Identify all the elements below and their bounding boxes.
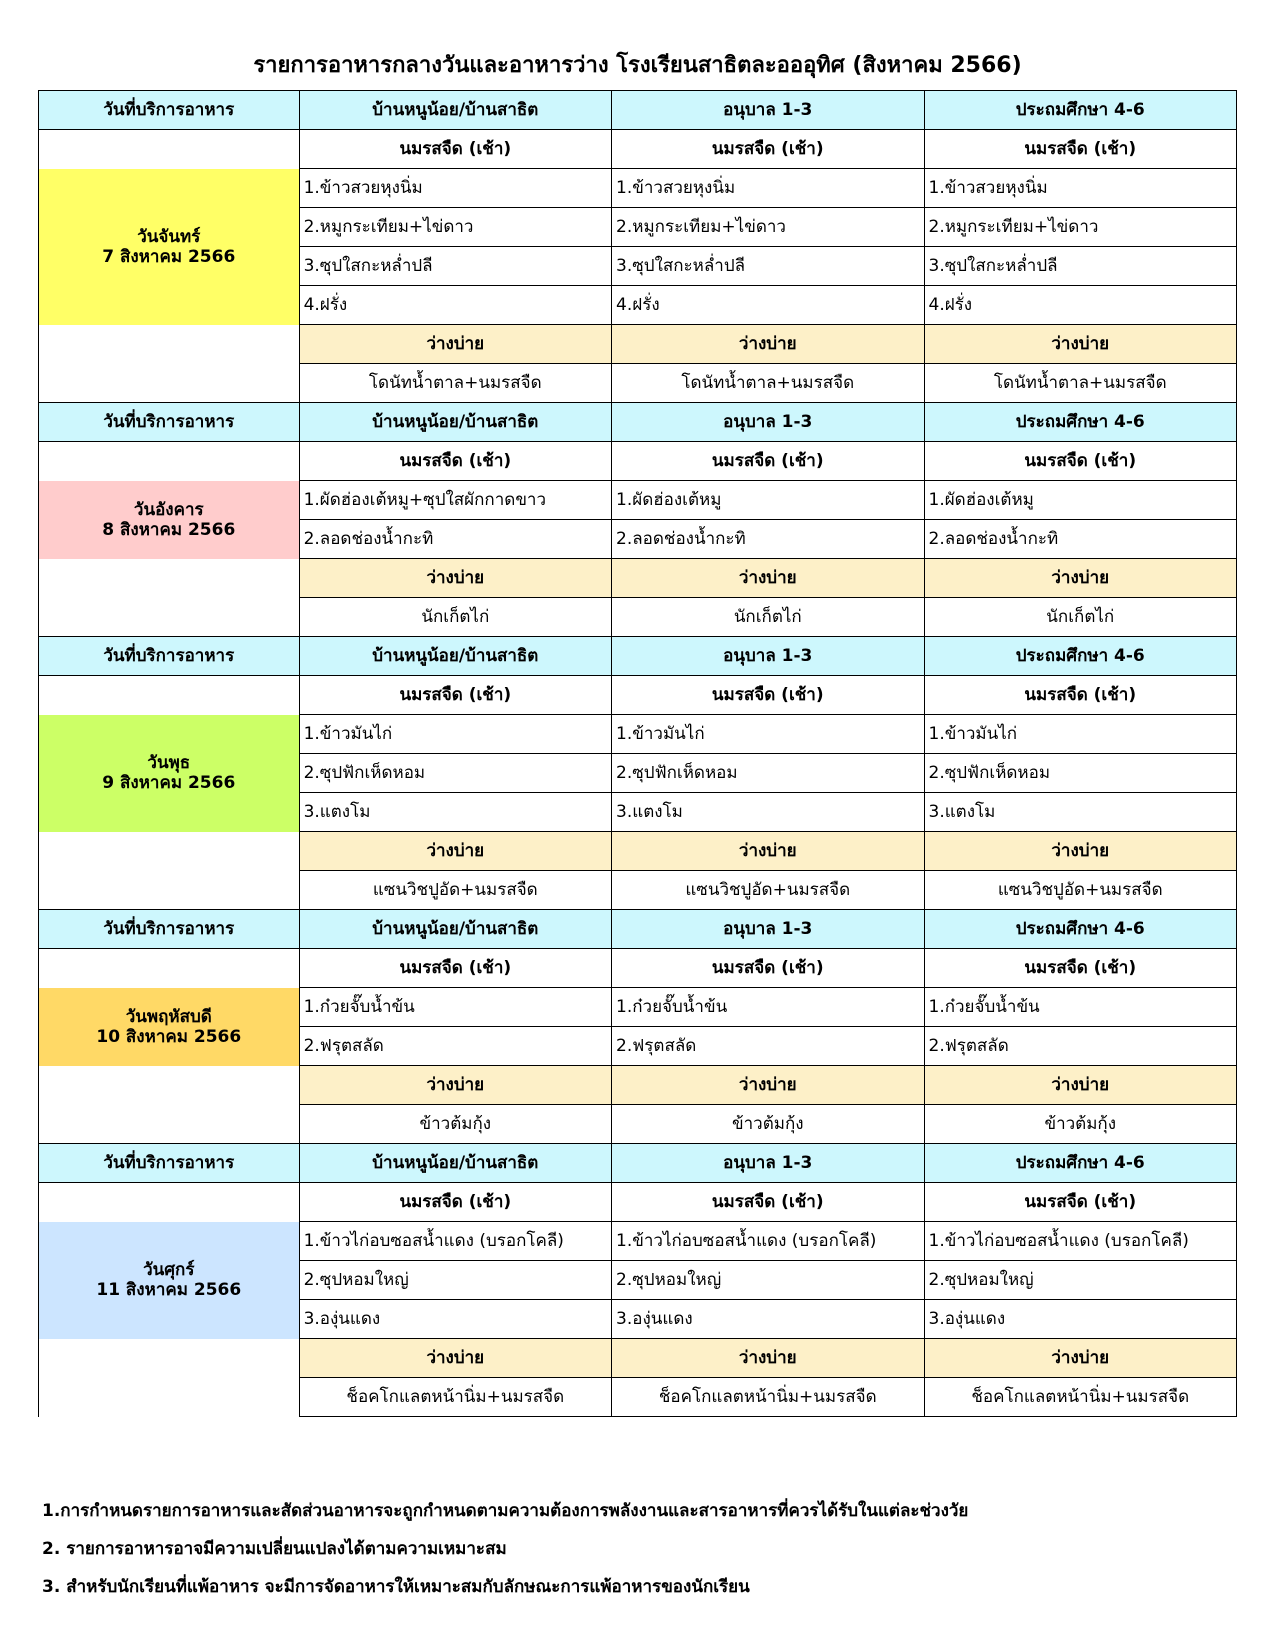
milk-label: นมรสจืด (เช้า) bbox=[612, 130, 924, 169]
snack-item: นักเก็ตไก่ bbox=[612, 598, 924, 637]
milk-row bbox=[39, 130, 1237, 169]
snack-row bbox=[39, 1378, 1237, 1417]
lunch-item: 4.ฝรั่ง bbox=[612, 286, 924, 325]
day-name: วันจันทร์ bbox=[137, 226, 201, 247]
lunch-item: 2.ซุปฟักเห็ดหอม bbox=[299, 754, 611, 793]
snack-label: ว่างบ่าย bbox=[299, 832, 611, 871]
lunch-item: 2.ซุปหอมใหญ่ bbox=[612, 1261, 924, 1300]
day-header-row bbox=[39, 91, 1237, 130]
snack-label: ว่างบ่าย bbox=[612, 1066, 924, 1105]
header-anuban: อนุบาล 1-3 bbox=[612, 403, 924, 442]
day-header-row bbox=[39, 910, 1237, 949]
lunch-item: 2.ซุปฟักเห็ดหอม bbox=[924, 754, 1237, 793]
day-name: วันอังคาร bbox=[133, 499, 204, 520]
header-date: วันที่บริการอาหาร bbox=[39, 910, 300, 949]
lunch-item: 4.ฝรั่ง bbox=[299, 286, 611, 325]
snack-row bbox=[39, 871, 1237, 910]
snack-label: ว่างบ่าย bbox=[612, 1339, 924, 1378]
snack-item: ช็อคโกแลตหน้านิ่ม+นมรสจืด bbox=[612, 1378, 924, 1417]
day-date: 10 สิงหาคม 2566 bbox=[96, 1026, 242, 1047]
lunch-item: 1.ข้าวมันไก่ bbox=[612, 715, 924, 754]
note-3: 3. สำหรับนักเรียนที่แพ้อาหาร จะมีการจัดอาหารให้เหมาะสมกับลักษณะการแพ้อาหารของนักเรียน bbox=[42, 1577, 750, 1597]
lunch-item: 3.องุ่นแดง bbox=[612, 1300, 924, 1339]
header-prathom: ประถมศึกษา 4-6 bbox=[924, 1144, 1237, 1183]
day-cell-blank bbox=[39, 598, 300, 637]
lunch-item: 1.ข้าวสวยหุงนิ่ม bbox=[299, 169, 611, 208]
header-baan-nunoi: บ้านหนูน้อย/บ้านสาธิต bbox=[299, 1144, 611, 1183]
snack-item: ข้าวต้มกุ้ง bbox=[924, 1105, 1237, 1144]
notes bbox=[42, 1500, 1242, 1614]
day-cell-blank bbox=[39, 1105, 300, 1144]
lunch-item: 2.หมูกระเทียม+ไข่ดาว bbox=[612, 208, 924, 247]
milk-row bbox=[39, 1183, 1237, 1222]
snack-label: ว่างบ่าย bbox=[299, 1339, 611, 1378]
milk-label: นมรสจืด (เช้า) bbox=[924, 1183, 1237, 1222]
day-label bbox=[39, 1222, 300, 1339]
milk-row bbox=[39, 676, 1237, 715]
snack-item: โดนัทน้ำตาล+นมรสจืด bbox=[924, 364, 1237, 403]
snack-label-row bbox=[39, 1339, 1237, 1378]
day-date: 11 สิงหาคม 2566 bbox=[96, 1280, 242, 1300]
lunch-item: 2.หมูกระเทียม+ไข่ดาว bbox=[299, 208, 611, 247]
snack-row bbox=[39, 598, 1237, 637]
lunch-item: 3.องุ่นแดง bbox=[924, 1300, 1237, 1339]
milk-label: นมรสจืด (เช้า) bbox=[612, 676, 924, 715]
lunch-row bbox=[39, 1222, 1237, 1261]
lunch-item: 2.ซุปหอมใหญ่ bbox=[924, 1261, 1237, 1300]
day-cell-blank bbox=[39, 1183, 300, 1222]
snack-label: ว่างบ่าย bbox=[924, 1339, 1237, 1378]
lunch-item: 2.ลอดช่องน้ำกะทิ bbox=[924, 520, 1237, 559]
lunch-item: 2.ลอดช่องน้ำกะทิ bbox=[299, 520, 611, 559]
snack-label: ว่างบ่าย bbox=[612, 832, 924, 871]
day-cell-blank bbox=[39, 364, 300, 403]
day-name: วันศุกร์ bbox=[143, 1260, 195, 1280]
day-cell-blank bbox=[39, 325, 300, 364]
day-cell-blank bbox=[39, 130, 300, 169]
day-header-row bbox=[39, 1144, 1237, 1183]
lunch-item: 2.ซุปหอมใหญ่ bbox=[299, 1261, 611, 1300]
day-cell-blank bbox=[39, 832, 300, 871]
lunch-item: 1.ข้าวสวยหุงนิ่ม bbox=[924, 169, 1237, 208]
lunch-item: 3.องุ่นแดง bbox=[299, 1300, 611, 1339]
lunch-item: 3.ซุปใสกะหล่ำปลี bbox=[924, 247, 1237, 286]
snack-label: ว่างบ่าย bbox=[299, 1066, 611, 1105]
day-name: วันพุธ bbox=[147, 753, 191, 773]
snack-item: โดนัทน้ำตาล+นมรสจืด bbox=[612, 364, 924, 403]
lunch-item: 1.ข้าวสวยหุงนิ่ม bbox=[612, 169, 924, 208]
header-date: วันที่บริการอาหาร bbox=[39, 403, 300, 442]
lunch-item: 2.หมูกระเทียม+ไข่ดาว bbox=[924, 208, 1237, 247]
day-date: 8 สิงหาคม 2566 bbox=[102, 519, 236, 540]
lunch-row bbox=[39, 169, 1237, 208]
header-baan-nunoi: บ้านหนูน้อย/บ้านสาธิต bbox=[299, 91, 611, 130]
lunch-item: 1.ข้าวไก่อบซอสน้ำแดง (บรอกโคลี) bbox=[299, 1222, 611, 1261]
day-cell-blank bbox=[39, 1339, 300, 1378]
header-prathom: ประถมศึกษา 4-6 bbox=[924, 637, 1237, 676]
lunch-item: 4.ฝรั่ง bbox=[924, 286, 1237, 325]
milk-label: นมรสจืด (เช้า) bbox=[299, 442, 611, 481]
header-date: วันที่บริการอาหาร bbox=[39, 1144, 300, 1183]
snack-item: ข้าวต้มกุ้ง bbox=[299, 1105, 611, 1144]
milk-label: นมรสจืด (เช้า) bbox=[612, 442, 924, 481]
lunch-item: 1.ข้าวไก่อบซอสน้ำแดง (บรอกโคลี) bbox=[924, 1222, 1237, 1261]
lunch-item: 3.แตงโม bbox=[612, 793, 924, 832]
snack-label: ว่างบ่าย bbox=[612, 325, 924, 364]
lunch-item: 3.ซุปใสกะหล่ำปลี bbox=[612, 247, 924, 286]
lunch-item: 1.ข้าวไก่อบซอสน้ำแดง (บรอกโคลี) bbox=[612, 1222, 924, 1261]
lunch-item: 2.ซุปฟักเห็ดหอม bbox=[612, 754, 924, 793]
snack-item: ช็อคโกแลตหน้านิ่ม+นมรสจืด bbox=[924, 1378, 1237, 1417]
day-name: วันพฤหัสบดี bbox=[125, 1006, 212, 1027]
day-label bbox=[39, 481, 300, 559]
header-date: วันที่บริการอาหาร bbox=[39, 637, 300, 676]
day-cell-blank bbox=[39, 559, 300, 598]
note-1: 1.การกำหนดรายการอาหารและสัดส่วนอาหารจะถูกกำหนดตามความต้องการพลังงานและสารอาหารที่ควรได้รับในแต่ละช่วงวัย bbox=[42, 1501, 969, 1521]
snack-item: ข้าวต้มกุ้ง bbox=[612, 1105, 924, 1144]
milk-row bbox=[39, 949, 1237, 988]
lunch-item: 3.ซุปใสกะหล่ำปลี bbox=[299, 247, 611, 286]
day-header-row bbox=[39, 637, 1237, 676]
snack-item: ช็อคโกแลตหน้านิ่ม+นมรสจืด bbox=[299, 1378, 611, 1417]
lunch-item: 2.ฟรุตสลัด bbox=[612, 1027, 924, 1066]
lunch-row bbox=[39, 481, 1237, 520]
header-baan-nunoi: บ้านหนูน้อย/บ้านสาธิต bbox=[299, 910, 611, 949]
lunch-item: 2.ลอดช่องน้ำกะทิ bbox=[612, 520, 924, 559]
milk-row bbox=[39, 442, 1237, 481]
header-baan-nunoi: บ้านหนูน้อย/บ้านสาธิต bbox=[299, 403, 611, 442]
lunch-item: 1.ข้าวมันไก่ bbox=[299, 715, 611, 754]
lunch-item: 1.ผัดฮ่องเต้หมู bbox=[924, 481, 1237, 520]
milk-label: นมรสจืด (เช้า) bbox=[924, 676, 1237, 715]
milk-label: นมรสจืด (เช้า) bbox=[299, 949, 611, 988]
menu-table-body bbox=[39, 91, 1237, 1417]
snack-label: ว่างบ่าย bbox=[299, 325, 611, 364]
lunch-item: 1.ก๋วยจั๊บน้ำข้น bbox=[612, 988, 924, 1027]
header-prathom: ประถมศึกษา 4-6 bbox=[924, 910, 1237, 949]
day-label bbox=[39, 988, 300, 1066]
snack-item: นักเก็ตไก่ bbox=[299, 598, 611, 637]
snack-item: แซนวิชปูอัด+นมรสจืด bbox=[612, 871, 924, 910]
milk-label: นมรสจืด (เช้า) bbox=[924, 442, 1237, 481]
lunch-item: 2.ฟรุตสลัด bbox=[924, 1027, 1237, 1066]
day-cell-blank bbox=[39, 871, 300, 910]
snack-label: ว่างบ่าย bbox=[924, 325, 1237, 364]
header-date: วันที่บริการอาหาร bbox=[39, 91, 300, 130]
snack-item: แซนวิชปูอัด+นมรสจืด bbox=[299, 871, 611, 910]
lunch-item: 1.ข้าวมันไก่ bbox=[924, 715, 1237, 754]
milk-label: นมรสจืด (เช้า) bbox=[612, 1183, 924, 1222]
day-label bbox=[39, 169, 300, 325]
snack-label-row bbox=[39, 325, 1237, 364]
milk-label: นมรสจืด (เช้า) bbox=[612, 949, 924, 988]
header-baan-nunoi: บ้านหนูน้อย/บ้านสาธิต bbox=[299, 637, 611, 676]
menu-table bbox=[38, 90, 1237, 1417]
day-cell-blank bbox=[39, 1066, 300, 1105]
header-prathom: ประถมศึกษา 4-6 bbox=[924, 403, 1237, 442]
milk-label: นมรสจืด (เช้า) bbox=[299, 676, 611, 715]
lunch-row bbox=[39, 988, 1237, 1027]
day-cell-blank bbox=[39, 442, 300, 481]
day-date: 9 สิงหาคม 2566 bbox=[102, 773, 236, 793]
header-anuban: อนุบาล 1-3 bbox=[612, 910, 924, 949]
header-anuban: อนุบาล 1-3 bbox=[612, 1144, 924, 1183]
snack-label-row bbox=[39, 832, 1237, 871]
snack-label: ว่างบ่าย bbox=[924, 1066, 1237, 1105]
day-cell-blank bbox=[39, 1378, 300, 1417]
milk-label: นมรสจืด (เช้า) bbox=[299, 130, 611, 169]
day-header-row bbox=[39, 403, 1237, 442]
lunch-item: 1.ก๋วยจั๊บน้ำข้น bbox=[924, 988, 1237, 1027]
snack-item: นักเก็ตไก่ bbox=[924, 598, 1237, 637]
day-cell-blank bbox=[39, 676, 300, 715]
snack-label: ว่างบ่าย bbox=[924, 559, 1237, 598]
lunch-item: 1.ผัดฮ่องเต้หมู bbox=[612, 481, 924, 520]
lunch-row bbox=[39, 715, 1237, 754]
lunch-item: 1.ผัดฮ่องเต้หมู+ซุปใสผักกาดขาว bbox=[299, 481, 611, 520]
milk-label: นมรสจืด (เช้า) bbox=[924, 949, 1237, 988]
snack-label: ว่างบ่าย bbox=[299, 559, 611, 598]
milk-label: นมรสจืด (เช้า) bbox=[924, 130, 1237, 169]
snack-label: ว่างบ่าย bbox=[924, 832, 1237, 871]
lunch-item: 2.ฟรุตสลัด bbox=[299, 1027, 611, 1066]
header-prathom: ประถมศึกษา 4-6 bbox=[924, 91, 1237, 130]
lunch-item: 1.ก๋วยจั๊บน้ำข้น bbox=[299, 988, 611, 1027]
lunch-item: 3.แตงโม bbox=[299, 793, 611, 832]
day-label bbox=[39, 715, 300, 832]
page-title: รายการอาหารกลางวันและอาหารว่าง โรงเรียนสาธิตละอออุทิศ (สิงหาคม 2566) bbox=[253, 53, 1022, 78]
snack-label: ว่างบ่าย bbox=[612, 559, 924, 598]
snack-row bbox=[39, 364, 1237, 403]
snack-item: โดนัทน้ำตาล+นมรสจืด bbox=[299, 364, 611, 403]
snack-item: แซนวิชปูอัด+นมรสจืด bbox=[924, 871, 1237, 910]
lunch-item: 3.แตงโม bbox=[924, 793, 1237, 832]
snack-label-row bbox=[39, 559, 1237, 598]
header-anuban: อนุบาล 1-3 bbox=[612, 637, 924, 676]
day-cell-blank bbox=[39, 949, 300, 988]
snack-row bbox=[39, 1105, 1237, 1144]
day-date: 7 สิงหาคม 2566 bbox=[102, 246, 236, 267]
header-anuban: อนุบาล 1-3 bbox=[612, 91, 924, 130]
milk-label: นมรสจืด (เช้า) bbox=[299, 1183, 611, 1222]
note-2: 2. รายการอาหารอาจมีความเปลี่ยนแปลงได้ตามความเหมาะสม bbox=[42, 1539, 507, 1559]
snack-label-row bbox=[39, 1066, 1237, 1105]
